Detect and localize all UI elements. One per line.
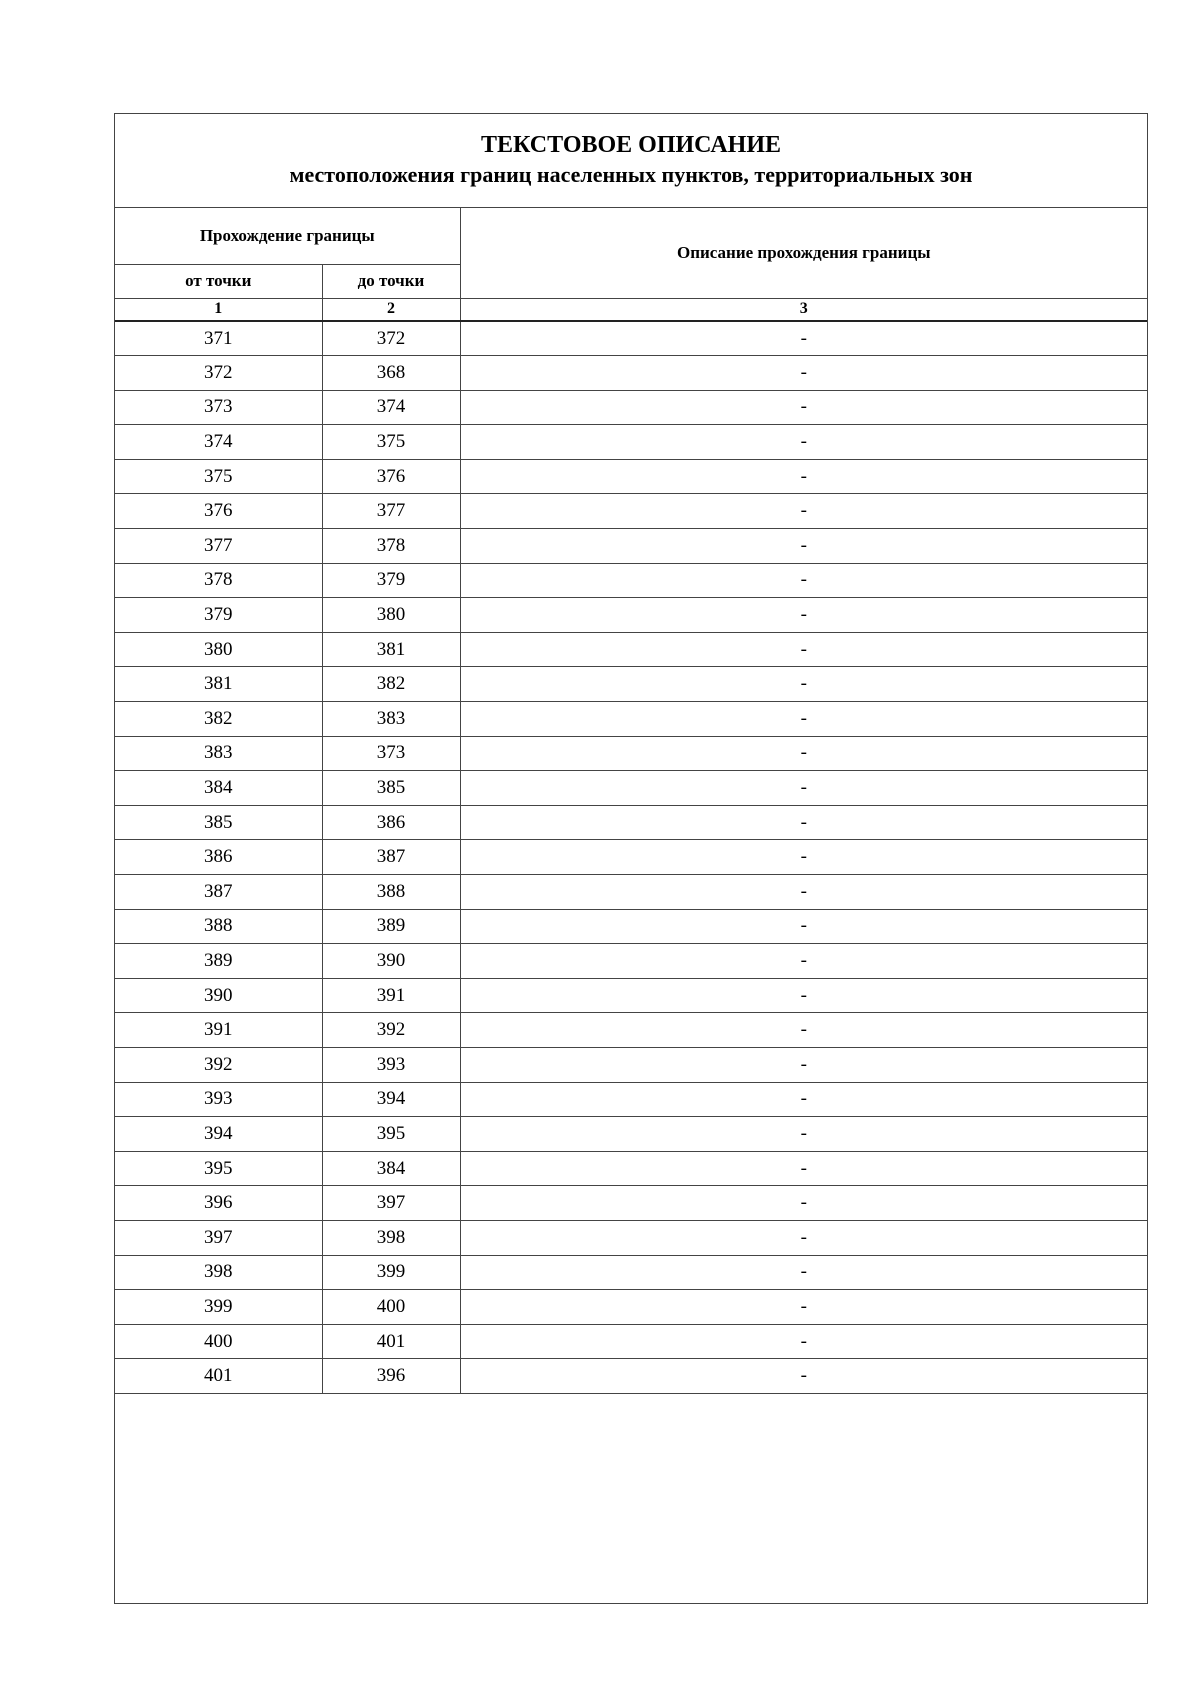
table-row (115, 909, 1147, 944)
to-point-cell: 376 (322, 459, 460, 494)
from-point-cell: 386 (115, 840, 322, 875)
table-row (115, 1255, 1147, 1290)
description-cell: - (460, 632, 1147, 667)
column-number-1: 1 (115, 298, 322, 321)
to-point-cell: 389 (322, 909, 460, 944)
table-body (115, 321, 1147, 1393)
table-row (115, 1082, 1147, 1117)
to-point-cell: 398 (322, 1220, 460, 1255)
document-title: ТЕКСТОВОЕ ОПИСАНИЕ (480, 132, 781, 158)
boundary-table (115, 208, 1147, 1394)
from-point-cell: 394 (115, 1117, 322, 1152)
to-point-cell: 395 (322, 1117, 460, 1152)
description-cell: - (460, 1255, 1147, 1290)
from-point-cell: 388 (115, 909, 322, 944)
from-point-cell: 383 (115, 736, 322, 771)
to-point-cell: 387 (322, 840, 460, 875)
description-cell: - (460, 356, 1147, 391)
to-point-cell: 383 (322, 702, 460, 737)
description-cell: - (460, 944, 1147, 979)
description-cell: - (460, 321, 1147, 356)
description-cell: - (460, 1013, 1147, 1048)
title-block (115, 114, 1147, 208)
description-cell: - (460, 1359, 1147, 1394)
column-number-3: 3 (460, 298, 1147, 321)
table-row (115, 529, 1147, 564)
to-point-cell: 372 (322, 321, 460, 356)
description-cell: - (460, 459, 1147, 494)
from-point-cell: 391 (115, 1013, 322, 1048)
document-subtitle: местоположения границ населенных пунктов, территориальных зон (289, 162, 973, 187)
description-cell: - (460, 425, 1147, 460)
description-cell: - (460, 1324, 1147, 1359)
table-row (115, 875, 1147, 910)
from-point-cell: 389 (115, 944, 322, 979)
to-point-cell: 377 (322, 494, 460, 529)
table-row (115, 667, 1147, 702)
from-point-cell: 401 (115, 1359, 322, 1394)
description-header: Описание прохождения границы (460, 208, 1147, 298)
to-point-header: до точки (322, 264, 460, 298)
table-row (115, 702, 1147, 737)
table-row (115, 1220, 1147, 1255)
from-point-cell: 382 (115, 702, 322, 737)
from-point-cell: 377 (115, 529, 322, 564)
to-point-cell: 382 (322, 667, 460, 702)
to-point-cell: 394 (322, 1082, 460, 1117)
description-cell: - (460, 598, 1147, 633)
description-cell: - (460, 805, 1147, 840)
description-cell: - (460, 978, 1147, 1013)
description-cell: - (460, 840, 1147, 875)
description-cell: - (460, 390, 1147, 425)
table-row (115, 1359, 1147, 1394)
table-row (115, 494, 1147, 529)
to-point-cell: 401 (322, 1324, 460, 1359)
from-point-cell: 376 (115, 494, 322, 529)
boundary-passage-header: Прохождение границы (115, 208, 460, 264)
description-cell: - (460, 1082, 1147, 1117)
to-point-cell: 400 (322, 1290, 460, 1325)
from-point-cell: 378 (115, 563, 322, 598)
table-row (115, 944, 1147, 979)
to-point-cell: 396 (322, 1359, 460, 1394)
description-cell: - (460, 529, 1147, 564)
from-point-cell: 398 (115, 1255, 322, 1290)
description-cell: - (460, 1186, 1147, 1221)
from-point-cell: 380 (115, 632, 322, 667)
description-cell: - (460, 702, 1147, 737)
table-row (115, 321, 1147, 356)
from-point-cell: 371 (115, 321, 322, 356)
description-cell: - (460, 1047, 1147, 1082)
to-point-cell: 368 (322, 356, 460, 391)
description-cell: - (460, 909, 1147, 944)
description-cell: - (460, 771, 1147, 806)
from-point-cell: 396 (115, 1186, 322, 1221)
to-point-cell: 380 (322, 598, 460, 633)
table-row (115, 1324, 1147, 1359)
description-cell: - (460, 494, 1147, 529)
from-point-cell: 399 (115, 1290, 322, 1325)
to-point-cell: 373 (322, 736, 460, 771)
description-cell: - (460, 1151, 1147, 1186)
table-row (115, 1117, 1147, 1152)
from-point-cell: 393 (115, 1082, 322, 1117)
table-row (115, 1290, 1147, 1325)
from-point-cell: 373 (115, 390, 322, 425)
to-point-cell: 392 (322, 1013, 460, 1048)
table-row (115, 563, 1147, 598)
table-row (115, 1013, 1147, 1048)
to-point-cell: 375 (322, 425, 460, 460)
to-point-cell: 386 (322, 805, 460, 840)
table-row (115, 632, 1147, 667)
to-point-cell: 393 (322, 1047, 460, 1082)
to-point-cell: 379 (322, 563, 460, 598)
from-point-cell: 384 (115, 771, 322, 806)
from-point-header: от точки (115, 264, 322, 298)
description-cell: - (460, 1290, 1147, 1325)
to-point-cell: 385 (322, 771, 460, 806)
table-row (115, 805, 1147, 840)
table-row (115, 598, 1147, 633)
to-point-cell: 381 (322, 632, 460, 667)
table-row (115, 425, 1147, 460)
from-point-cell: 379 (115, 598, 322, 633)
to-point-cell: 397 (322, 1186, 460, 1221)
from-point-cell: 395 (115, 1151, 322, 1186)
to-point-cell: 399 (322, 1255, 460, 1290)
table-row (115, 1047, 1147, 1082)
description-cell: - (460, 667, 1147, 702)
table-row (115, 1186, 1147, 1221)
from-point-cell: 387 (115, 875, 322, 910)
from-point-cell: 375 (115, 459, 322, 494)
to-point-cell: 391 (322, 978, 460, 1013)
from-point-cell: 374 (115, 425, 322, 460)
table-row (115, 390, 1147, 425)
table-row (115, 736, 1147, 771)
column-number-2: 2 (322, 298, 460, 321)
description-cell: - (460, 875, 1147, 910)
from-point-cell: 381 (115, 667, 322, 702)
table-row (115, 356, 1147, 391)
description-cell: - (460, 736, 1147, 771)
table-row (115, 840, 1147, 875)
to-point-cell: 378 (322, 529, 460, 564)
to-point-cell: 384 (322, 1151, 460, 1186)
document-frame (114, 113, 1148, 1604)
from-point-cell: 372 (115, 356, 322, 391)
from-point-cell: 392 (115, 1047, 322, 1082)
from-point-cell: 400 (115, 1324, 322, 1359)
from-point-cell: 385 (115, 805, 322, 840)
to-point-cell: 374 (322, 390, 460, 425)
table-row (115, 771, 1147, 806)
to-point-cell: 388 (322, 875, 460, 910)
from-point-cell: 397 (115, 1220, 322, 1255)
description-cell: - (460, 1117, 1147, 1152)
description-cell: - (460, 563, 1147, 598)
table-row (115, 1151, 1147, 1186)
table-row (115, 459, 1147, 494)
from-point-cell: 390 (115, 978, 322, 1013)
description-cell: - (460, 1220, 1147, 1255)
to-point-cell: 390 (322, 944, 460, 979)
table-row (115, 978, 1147, 1013)
